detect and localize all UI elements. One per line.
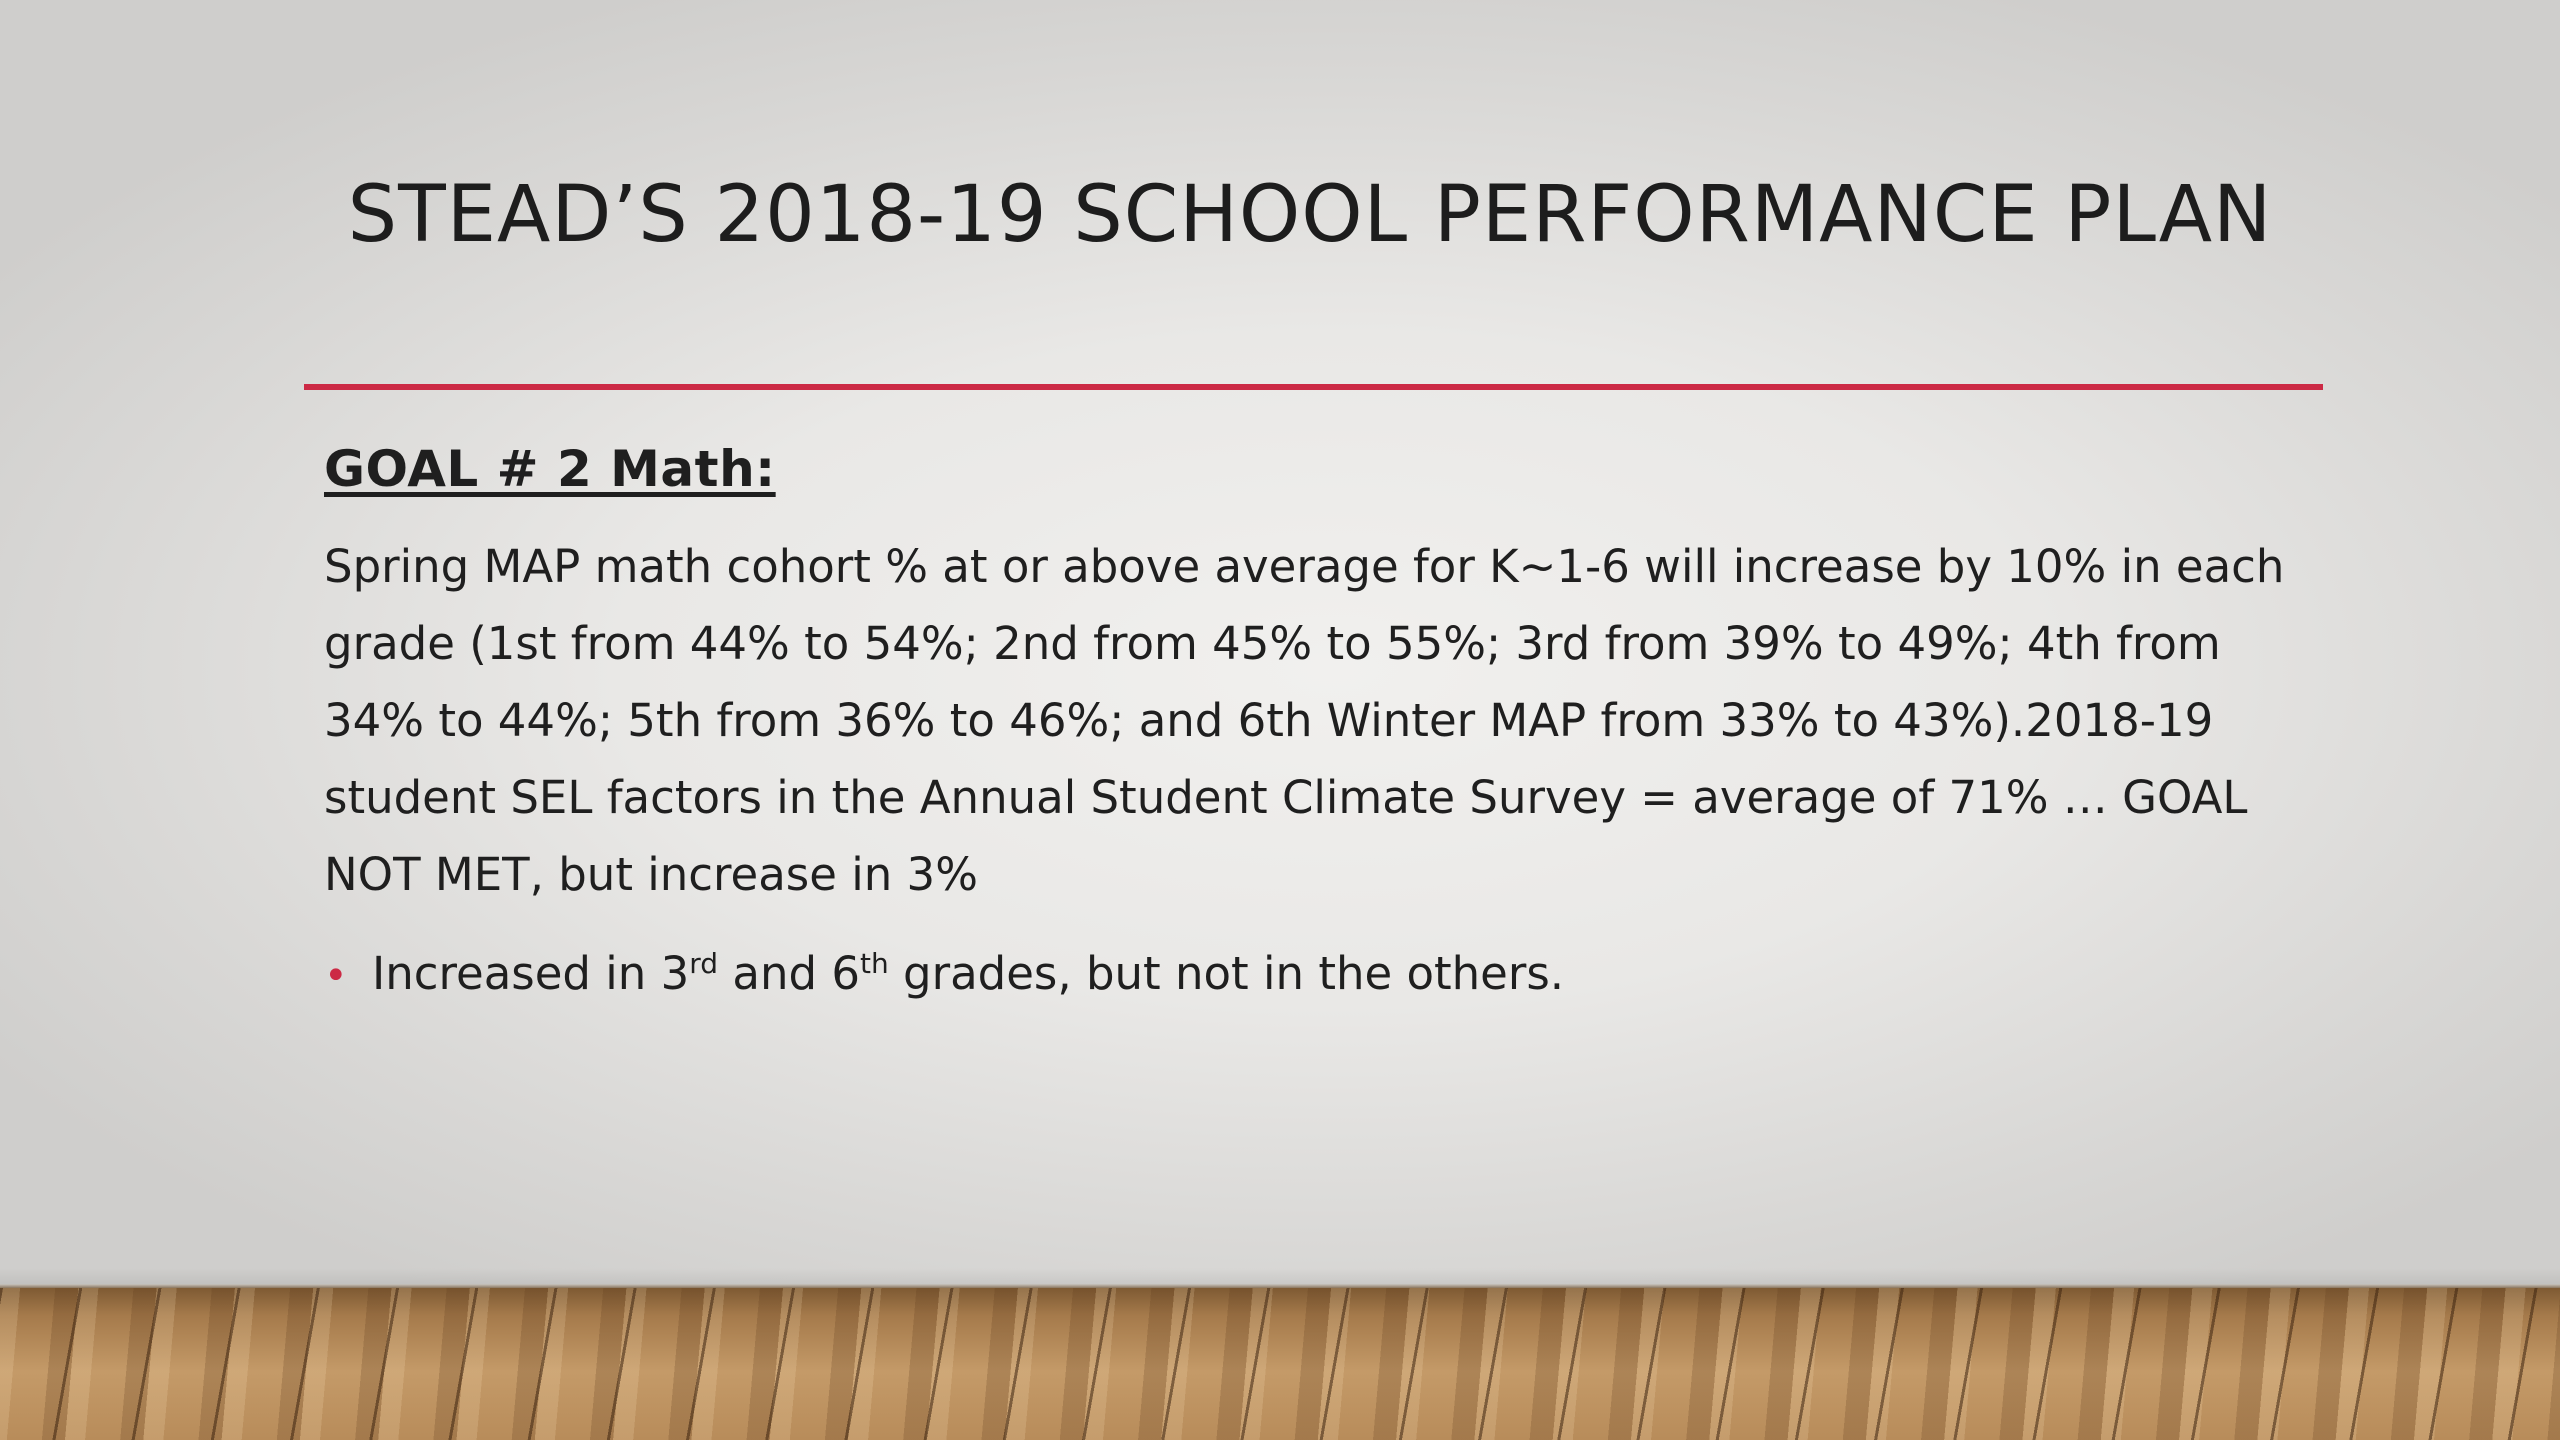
goal-description: Spring MAP math cohort % at or above average for K~1-6 will increase by 10% in each grade (1st from 44% to 54%; 2nd from 45% to 55%; 3rd from 39% to 49%; 4th from 34% to 44%; 5th from 36% to 46%; and 6th Winter MAP from 33% to 43%).2018-19 student SEL factors in the Annual Student Climate Survey = average of 71% … GOAL NOT MET, but increase in 3%: [324, 540, 2285, 901]
goal-heading: GOAL # 2 Math:: [324, 440, 776, 498]
title-divider-line: [304, 384, 2323, 390]
wood-floor: [0, 1288, 2560, 1440]
bullet-text-part1: Increased in 3: [372, 947, 690, 1000]
bullet-text: [372, 935, 1564, 1012]
bullet-superscript-th: th: [859, 947, 889, 980]
bullet-text-part2: and 6: [718, 947, 860, 1000]
slide-content: [324, 440, 2314, 1015]
bullet-superscript-rd: rd: [689, 947, 719, 980]
bullet-item: [324, 935, 2314, 1015]
slide-title: STEAD’S 2018-19 SCHOOL PERFORMANCE PLAN: [347, 170, 2273, 260]
bullet-text-part3: grades, but not in the others.: [888, 947, 1565, 1000]
bullet-icon: •: [324, 953, 348, 999]
